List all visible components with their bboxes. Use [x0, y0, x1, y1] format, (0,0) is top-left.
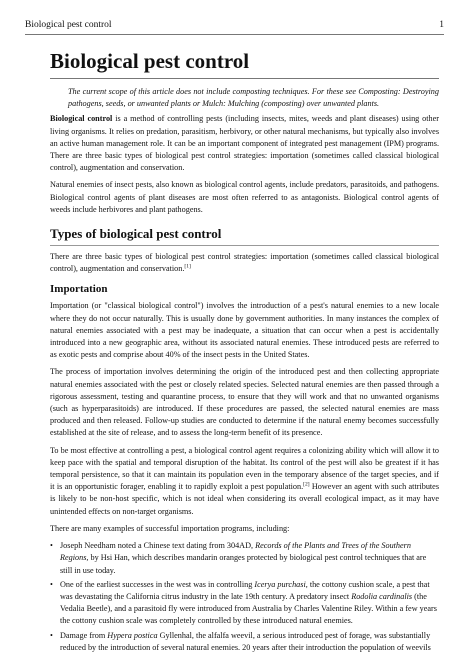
article-body — [50, 42, 439, 656]
importation-paragraph-2: The process of importation involves determining the origin of the introduced pest and then collecting appropriate natural enemies associated with the pest or closely related species. Selected natural enemies are then passed through a rigorous assessment, testing and quarantine process, to ensure that they will work and that no unwanted organisms (such as hyperparasitoids) are introduced. If these procedures are passed, the selected natural enemies are mass produced and then released. Follow-up studies are conducted to determine if the natural enemy becomes successfully established at the site of release, and to assess the long-term benefit of its presence. — [50, 367, 439, 438]
list-item-text: , by Hsi Han, which describes mandarin oranges protected by biological pest control techniques that are still in use today. — [60, 553, 427, 575]
types-paragraph — [50, 251, 439, 275]
list-item-italic: Icerya purchasi — [254, 579, 306, 589]
examples-list — [50, 540, 439, 654]
list-item-text: , the cottony cushion scale, a pest that was devastating the California citrus industry in the late 19th century. A predatory insect — [60, 579, 430, 601]
list-item — [60, 630, 439, 654]
list-item-italic: Rodolia cardinalis — [351, 591, 413, 601]
list-item-text: (the Vedalia Beetle), and a parasitoid fly were introduced from Australia by Charles Valentine Riley. Within a few years the cottony cushion scale was completely controlled by these introduced natural enemies. — [60, 591, 437, 626]
importation-text-b: However an agent with such attributes is likely to be non-host specific, which is not ideal when considering its overall ecological impact, as it may have unintended effects on non-target organisms. — [50, 482, 440, 516]
importation-paragraph-1: Importation (or "classical biological control") involves the introduction of a pest's natural enemies to a new locale where they do not occur naturally. This is usually done by government authorities. In many instances the complex of natural enemies associated with a pest may be inadequate, a situation that can occur when a pest is accidentally introduced into a new geographic area, without its associated natural enemies. These introduced pests are referred to as exotic pests and comprise about 40% of the insect pests in the United States. — [50, 301, 439, 360]
section-heading-importation: Importation — [50, 283, 108, 296]
list-item-text: One of the earliest successes in the west was in controlling — [60, 579, 255, 589]
intro-text: is a method of controlling pests (including insects, mites, weeds and plant diseases) using other living organisms. It relies on predation, parasitism, herbivory, or other natural mechanisms, but typically also involves an active human management role. It can be an important component of integrated pest management (IPM) programs. There are three basic types of biological pest control strategies: importation (sometimes called classical biological control), augmentation and conservation. — [50, 114, 439, 173]
citation-ref[interactable]: [1] — [184, 263, 191, 270]
page-number: 1 — [439, 20, 444, 30]
running-title: Biological pest control — [25, 20, 112, 30]
list-item-text: Gyllenhal, the alfalfa weevil, a serious introduced pest of forage, was substantially reduced by the introduction of several natural enemies. 20 years after their introduction the population of weevils — [60, 630, 431, 652]
importation-text-a: To be most effective at controlling a pest, a biological control agent requires a colonizing ability which will allow it to keep pace with the spatial and temporal disruption of the habitat. Its control of the pest will also be greatest if it has temporal persistence, so that it can maintain its population even in the temporary absence of the target species, and if it is an opportunistic forager, enabling it to rapidly exploit a pest population. — [50, 445, 439, 492]
list-item-text: Damage from — [60, 630, 108, 640]
list-item — [60, 579, 439, 628]
list-item — [60, 540, 439, 577]
article-title: Biological pest control — [50, 42, 439, 79]
list-item-text: Joseph Needham noted a Chinese text dating from 304AD, — [60, 541, 256, 551]
section-heading-types: Types of biological pest control — [50, 225, 439, 246]
types-text: There are three basic types of biological pest control strategies: importation (sometimes called classical biological control), augmentation and conservation. — [50, 252, 439, 274]
intro-paragraph — [50, 113, 439, 174]
importation-paragraph-3 — [50, 445, 439, 518]
importation-paragraph-4: There are many examples of successful importation programs, including: — [50, 523, 290, 533]
intro-lead-term: Biological control — [50, 114, 113, 124]
citation-ref[interactable]: [2] — [303, 481, 310, 488]
list-item-italic: Records of the Plants and Trees of the Southern Regions — [60, 541, 411, 563]
intro-paragraph-2: Natural enemies of insect pests, also known as biological control agents, include predators, parasitoids, and pathogens. Biological control agents of plant diseases are most often referred to as antagonists. Biological control agents of weeds include herbivores and plant pathogens. — [50, 180, 439, 214]
list-item-italic: Hypera postica — [107, 630, 158, 640]
running-header — [25, 20, 444, 35]
scope-note: The current scope of this article does not include composting techniques. For these see Composting: Destroying pathogens, seeds, or unwanted plants or Mulch: Mulching (composting) over unwanted plants. — [68, 87, 439, 109]
